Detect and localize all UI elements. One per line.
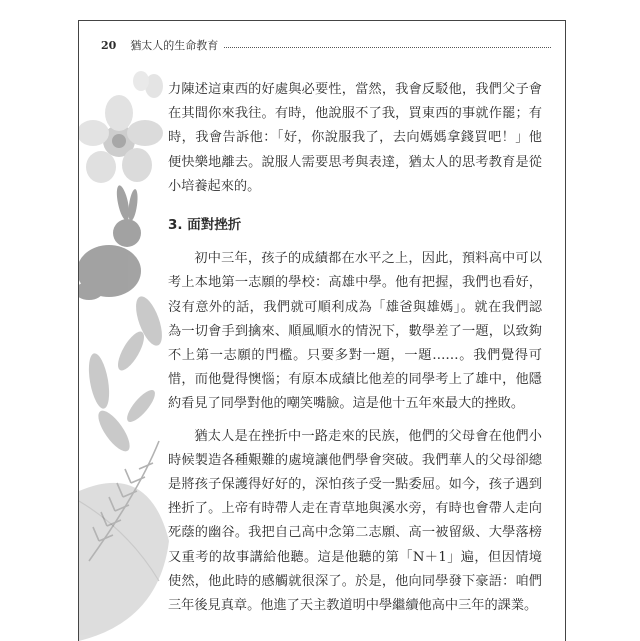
large-leaf-icon bbox=[79, 483, 169, 641]
rabbit-icon bbox=[79, 184, 141, 300]
book-title: 猶太人的生命教育 bbox=[130, 39, 219, 52]
paragraph-1: 初中三年，孩子的成績都在水平之上，因此，預料高中可以考上本地第一志願的學校：高雄中學。他有把握，我們也看好，沒有意外的話，我們就可順利成為「雄爸與雄媽」。就在我們認為一切會手到擒來、順風順水的情況下，數學差了一題，以致夠不上第一志願的門檻。只要多對一題，一題……。我們覺得可惜，而他覺得懊惱；有原本成績比他差的同學考上了雄中，他隱約看見了同學對他的嘲笑嘴臉。這是他十五年來最大的挫敗。 bbox=[168, 251, 542, 412]
header-dotted-rule bbox=[224, 47, 551, 48]
paragraph-2: 猶太人是在挫折中一路走來的民族，他們的父母會在他們小時候製造各種艱難的處境讓他們學會突破。我們華人的父母卻總是將孩子保護得好好的，深怕孩子受一點委屈。如今，孩子遇到挫折了。上帝有時帶人走在青草地與溪水旁，有時也會帶人走向死蔭的幽谷。我把自己高中念第二志願、高一被留級、大學落榜又重考的故事講給他聽。這是他聽的第「N＋1」遍，但因情境使然，他此時的感觸就很深了。於是，他向同學發下豪語：咱們三年後見真章。他進了天主教道明中學繼續他高中三年的課業。 bbox=[168, 428, 542, 614]
running-header bbox=[101, 37, 551, 53]
fern-icon bbox=[85, 293, 167, 456]
flower-icon bbox=[79, 71, 163, 183]
page-number: 20 bbox=[101, 38, 117, 52]
paragraph-intro: 力陳述這東西的好處與必要性，當然，我會反駁他，我們父子會在其間你來我往。有時，他說服不了我，買東西的事就作罷；有時，我會告訴他：「好，你說服我了，去向媽媽拿錢買吧！」他便快樂地離去。說服人需要思考與表達，猶太人的思考教育是從小培養起來的。 bbox=[168, 82, 542, 194]
body-text bbox=[168, 78, 542, 618]
section-heading: 3. 面對挫折 bbox=[168, 217, 242, 234]
